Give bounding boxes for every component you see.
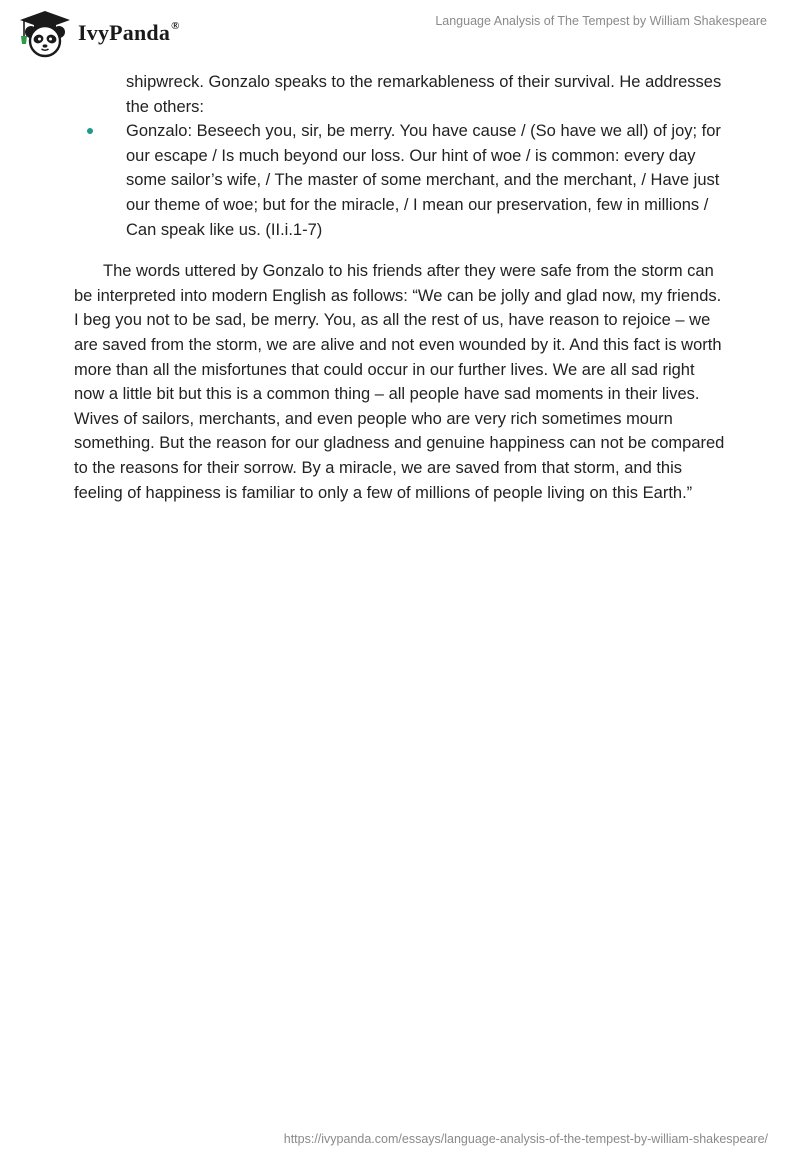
document-body: [74, 70, 734, 505]
list-item-text: Gonzalo: Beseech you, sir, be merry. You have cause / (So have we all) of joy; for our escape / Is much beyond our loss. Our hint of woe / is common: every day some sailor’s wife, / The master of some merchant, and the merchant, / Have just our theme of woe; but for the miracle, / I mean our preservation, few in millions / Can speak like us. (II.i.1-7): [126, 122, 721, 239]
panda-graduate-logo-icon: [14, 8, 76, 58]
body-paragraph: The words uttered by Gonzalo to his friends after they were safe from the storm can be interpreted into modern English as follows: “We can be jolly and glad now, my friends. I beg you not to be sad, be merry. You, as all the rest of us, have reason to rejoice – we are saved from the storm, we are alive and not even wounded by it. And this fact is worth more than all the misfortunes that could occur in our further lives. We are all sad right now a little bit but this is a common thing – all people have sad moments in their lives. Wives of sailors, merchants, and even people who are very rich sometimes mourn something. But the reason for our gladness and genuine happiness can not be compared to the reasons for their sorrow. By a miracle, we are saved from that storm, and this feeling of happiness is familiar to only a few of millions of people living on this Earth.”: [74, 262, 725, 502]
list-item: [74, 70, 734, 119]
brand-name: IvyPanda®: [78, 19, 180, 45]
list-item: [74, 119, 734, 242]
bullet-dot-icon: [87, 128, 93, 134]
quote-list: [74, 70, 734, 242]
source-url[interactable]: https://ivypanda.com/essays/language-analysis-of-the-tempest-by-william-shakespeare/: [283, 1132, 768, 1146]
page-header: [0, 0, 800, 70]
brand-logo[interactable]: [14, 8, 214, 58]
list-item-text: shipwreck. Gonzalo speaks to the remarkableness of their survival. He addresses the others:: [126, 73, 722, 116]
document-title: Language Analysis of The Tempest by William Shakespeare: [435, 14, 767, 28]
